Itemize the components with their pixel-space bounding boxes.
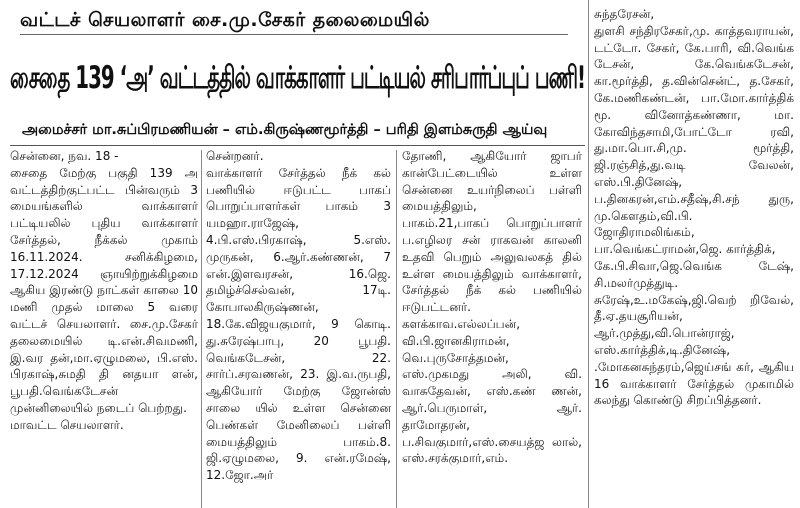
subheadline: அமைச்சர் மா.சுப்பிரமணியன் – எம்.கிருஷ்ணமூர்த்தி – பரிதி இளம்சுருதி ஆய்வு [22,122,548,138]
article-column-4 [594,6,794,508]
kicker-line: வட்டச் செயலாளர் சை.மு.சேகர் தலைமையில் [20,6,568,35]
article-column-1 [10,148,198,508]
article-column-3 [402,148,582,508]
article-column-2 [206,148,391,508]
column-2-text: சென்றனர். வாக்காளர் சேர்த்தல் நீக் கல் பணியில் ஈடுபட்ட பாகப் பொறுப்பாளர்கள் பாகம் 3 யமஹா.ராஜேஷ், 4.பி.எஸ்.பிரகாஷ், 5.எஸ். முருகன், 6.ஆர்.கண்ணன், 7 என்.இளவரசன், 16.ஜெ. தமிழ்ச்செல்வன், 17டி. கோபாலகிருஷ்ணன், 18.கே.விஜயகுமார், 9 கொடி. து.சுரேஷ்பாபு, 20 பூபதி. வெங்கடேசன், 22. சார்ப்.சரவணன், 23. இ.வ.ருபதி, ஆகியோர் மேற்கு ஜோன்ஸ் சாலை யில் உள்ள சென்னை பெண்கள் மேனிலைப் பள்ளி மையத்திலும் பாகம்.8. ஜி.ஏழுமலை, 9. என்.ரமேஷ், 12.ஜோ.அர் [206,149,391,483]
column-4-text: சுந்தரேசன், துளசி சந்திரசேகர்,மு. காத்தவராயன், டட்டோ. சேகர், கே.பாரி, வி.வெங்க டேசன், கே.வெங்கடேசன், கா.மூர்த்தி, த.வின்சென்ட், த.சேகர், கே.மணிகண்டன், பா.மோ.கார்த்திக் மூ. வினோத்கண்ணா, மா. கோவிந்தசாமி,போட்டோ ரவி, து.மா.பொ.சி,மு. மூர்த்தி, ஜி.ரஞ்சித்,து.வடி வேலன், எஸ்.பி.தினேஷ், ப.தினகரன்,எம்.சதீஷ்,சி.சந் துரு, மு.கௌதம்,வி.பி. ஜோதிராமலிங்கம், பா.வெங்கட்ராமன்,ஜெ. கார்த்திக், கே.பி.சிவா,ஜெ.வெங்க டேஷ், சி.மலர்முத்துடி. சுரேஷ்,உ.மகேஷ்,ஜி.வெற் றிவேல், தீ.ஏ.தயசூரியன், ஆர்.முத்து,வி.பொன்ராஜ், எஸ்.கார்த்திக்,டி.தினேஷ், .மோகனசுந்தரம்,ஜெய்சங் கர், ஆகிய 16 வாக்காளர் சேர்த்தல் முகாமில் கலந்து கொண்டு சிறப்பித்தனர். [594,7,794,408]
headline: சைதை 139 ‘அ’ வட்டத்தில் வாக்காளர் பட்டியல் சரிபார்ப்புப் பணி! [10,60,586,96]
header-rule [10,145,585,146]
column-divider [396,150,397,508]
column-divider [588,0,589,508]
column-3-text: தோணி, ஆகியோர் ஜாபர் கான்பேட்டையில் உள்ள சென்னை உயர்நிலைப் பள்ளி மையத்திலும், பாகம்.21,பாகப் பொறுப்பாளர் ப.எழிலர சன் ராகவன் காலனி உதவி பெறும் அலுவலகத் தில் உள்ள மையத்திலும் வாக்காளர், சேர்த்தல் நீக் கல் பணியில் ஈடுபட்டனர். களக்காவ.எல்லப்பன், வி.பி.ஜானகிராமன், வெ.புருசோத்தமன், எஸ்.முகமது அலி, வி. வாசுதேவன், எஸ்.கண் ணன், ஆர்.பெருமாள், ஆர். தாமோதரன், ப.சிவகுமார்,எஸ்.சையத்ஜ லால், எஸ்.சரக்குமார்,எம். [402,149,582,466]
column-divider [201,150,202,508]
column-1-text: சென்னை, நவ. 18 - சைதை மேற்கு பகுதி 139 அ வட்டத்திற்குட்பட்ட பின்வரும் 3 மையங்களில் வாக்காளர் பட்டியலில் புதிய வாக்காளர் சேர்த்தல், நீக்கல் முகாம் 16.11.2024. சனிக்கிழமை, 17.12.2024 ஞாயிற்றுக்கிழமை ஆகிய இரண்டு நாட்கள் காலை 10 மணி முதல் மாலை 5 வரை வட்டச் செயலாளர். சை.மு.சேகர் தலைமையில் டி.என்.சிவமணி, இ.வர தன்,மா.ஏழுமலை, பி.எஸ். பிரகாஷ்,சுமதி தி னதயா ளன், பூபதி.வெங்கடேசன் முன்னிலையில் நடைப் பெற்றது. மாவட்ட செயலாளர். [10,149,198,432]
